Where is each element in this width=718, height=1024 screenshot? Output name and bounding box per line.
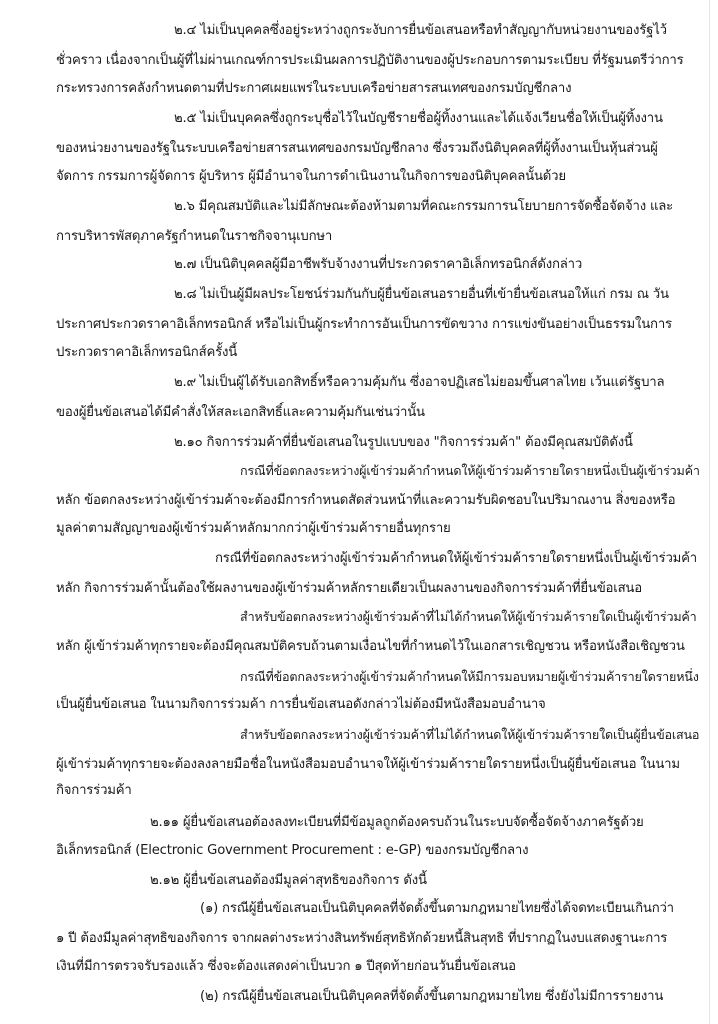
clause-2-9: ๒.๙ ไม่เป็นผู้ได้รับเอกสิทธิ์หรือความคุ้มกัน ซึ่งอาจปฏิเสธไม่ยอมขึ้นศาลไทย เว้นแต่รัฐบาล [174,375,665,390]
clause-2-4-cont: กระทรวงการคลังกำหนดตามที่ประกาศเผยแพร่ในระบบเครือข่ายสารสนเทศของกรมบัญชีกลาง [56,81,572,96]
clause-2-8-cont: ประกวดราคาอิเล็กทรอนิกส์ครั้งนี้ [56,345,238,360]
clause-2-12-item-1-cont: ๑ ปี ต้องมีมูลค่าสุทธิของกิจการ จากผลต่างระหว่างสินทรัพย์สุทธิหักด้วยหนี้สินสุทธิ ที่ปรากฏในงบแสดงฐานะการ [56,931,668,946]
clause-2-4: ๒.๔ ไม่เป็นบุคคลซึ่งอยู่ระหว่างถูกระงับการยื่นข้อเสนอหรือทำสัญญากับหน่วยงานของรัฐไว้ [174,23,667,38]
clause-2-5-cont: จัดการ กรรมการผู้จัดการ ผู้บริหาร ผู้มีอำนาจในการดำเนินงานในกิจการของนิติบุคคลนั้นด้วย [56,169,566,184]
clause-2-10-cont: กิจการร่วมค้า [56,783,132,798]
clause-2-10-case: สำหรับข้อตกลงระหว่างผู้เข้าร่วมค้าที่ไม่ได้กำหนดให้ผู้เข้าร่วมค้ารายใดเป็นผู้เข้าร่วมค้า [240,609,697,624]
clause-2-12: ๒.๑๒ ผู้ยื่นข้อเสนอต้องมีมูลค่าสุทธิของกิจการ ดังนี้ [150,873,427,888]
clause-2-5: ๒.๕ ไม่เป็นบุคคลซึ่งถูกระบุชื่อไว้ในบัญชีรายชื่อผู้ทิ้งงานและได้แจ้งเวียนชื่อให้เป็นผู้ทิ้งงาน [174,111,663,126]
clause-2-5-cont: ของหน่วยงานของรัฐในระบบเครือข่ายสารสนเทศของกรมบัญชีกลาง ซึ่งรวมถึงนิติบุคคลที่ผู้ทิ้งงานเป็นหุ้นส่วนผู้ [56,141,658,156]
clause-2-12-item-1-cont: เงินที่มีการตรวจรับรองแล้ว ซึ่งจะต้องแสดงค่าเป็นบวก ๑ ปีสุดท้ายก่อนวันยื่นข้อเสนอ [56,959,516,974]
clause-2-12-item-1: (๑) กรณีผู้ยื่นข้อเสนอเป็นนิติบุคคลที่จัดตั้งขึ้นตามกฎหมายไทยซึ่งได้จดทะเบียนเกินกว่า [200,901,674,916]
clause-2-6: ๒.๖ มีคุณสมบัติและไม่มีลักษณะต้องห้ามตามที่คณะกรรมการนโยบายการจัดซื้อจัดจ้าง และ [174,199,674,214]
clause-2-10-cont: หลัก ข้อตกลงระหว่างผู้เข้าร่วมค้าจะต้องมีการกำหนดสัดส่วนหน้าที่และความรับผิดชอบในปริมาณงาน สิ่งของหรือ [56,493,676,508]
clause-2-12-item-2: (๒) กรณีผู้ยื่นข้อเสนอเป็นนิติบุคคลที่จัดตั้งขึ้นตามกฎหมายไทย ซึ่งยังไม่มีการรายงาน [200,989,664,1004]
clause-2-10: ๒.๑๐ กิจการร่วมค้าที่ยื่นข้อเสนอในรูปแบบของ "กิจการร่วมค้า" ต้องมีคุณสมบัติดังนี้ [174,435,633,450]
clause-2-10-case: กรณีที่ข้อตกลงระหว่างผู้เข้าร่วมค้ากำหนดให้มีการมอบหมายผู้เข้าร่วมค้ารายใดรายหนึ่ง [240,669,699,684]
clause-2-9-cont: ของผู้ยื่นข้อเสนอได้มีคำสั่งให้สละเอกสิทธิ์และความคุ้มกันเช่นว่านั้น [56,405,425,420]
clause-2-8-cont: ประกาศประกวดราคาอิเล็กทรอนิกส์ หรือไม่เป็นผู้กระทำการอันเป็นการขัดขวาง การแข่งขันอย่างเป็นธรรมในการ [56,317,672,332]
clause-2-7: ๒.๗ เป็นนิติบุคคลผู้มีอาชีพรับจ้างงานที่ประกวดราคาอิเล็กทรอนิกส์ดังกล่าว [174,257,583,272]
clause-2-11-cont: อิเล็กทรอนิกส์ (Electronic Government Procurement : e-GP) ของกรมบัญชีกลาง [56,843,529,858]
clause-2-10-cont: หลัก กิจการร่วมค้านั้นต้องใช้ผลงานของผู้เข้าร่วมค้าหลักรายเดียวเป็นผลงานของกิจการร่วมค้าที่ยื่นข้อเสนอ [56,581,642,596]
clause-2-10-case: กรณีที่ข้อตกลงระหว่างผู้เข้าร่วมค้ากำหนดให้ผู้เข้าร่วมค้ารายใดรายหนึ่งเป็นผู้เข้าร่วมค้า [240,463,700,478]
clause-2-10-cont: หลัก ผู้เข้าร่วมค้าทุกรายจะต้องมีคุณสมบัติครบถ้วนตามเงื่อนไขที่กำหนดไว้ในเอกสารเชิญชวน หรือหนังสือเชิญชวน [56,639,685,654]
clause-2-8: ๒.๘ ไม่เป็นผู้มีผลประโยชน์ร่วมกันกับผู้ยื่นข้อเสนอรายอื่นที่เข้ายื่นข้อเสนอให้แก่ กรม ณ วัน [174,287,669,302]
scan-edge-line [709,0,710,1024]
clause-2-10-cont: เป็นผู้ยื่นข้อเสนอ ในนามกิจการร่วมค้า การยื่นข้อเสนอดังกล่าวไม่ต้องมีหนังสือมอบอำนาจ [56,697,546,712]
clause-2-10-cont: ผู้เข้าร่วมค้าทุกรายจะต้องลงลายมือชื่อในหนังสือมอบอำนาจให้ผู้เข้าร่วมค้ารายใดรายหนึ่งเป็นผู้ยื่นข้อเสนอ ในนาม [56,757,680,772]
clause-2-4-cont: ชั่วคราว เนื่องจากเป็นผู้ที่ไม่ผ่านเกณฑ์การประเมินผลการปฏิบัติงานของผู้ประกอบการตามระเบียบ ที่รัฐมนตรีว่าการ [56,53,684,68]
clause-2-6-cont: การบริหารพัสดุภาครัฐกำหนดในราชกิจจานุเบกษา [56,229,333,244]
clause-2-11: ๒.๑๑ ผู้ยื่นข้อเสนอต้องลงทะเบียนที่มีข้อมูลถูกต้องครบถ้วนในระบบจัดซื้อจัดจ้างภาครัฐด้วย [150,815,644,830]
clause-2-10-cont: มูลค่าตามสัญญาของผู้เข้าร่วมค้าหลักมากกว่าผู้เข้าร่วมค้ารายอื่นทุกราย [56,521,451,536]
clause-2-10-case: สำหรับข้อตกลงระหว่างผู้เข้าร่วมค้าที่ไม่ได้กำหนดให้ผู้เข้าร่วมค้ารายใดเป็นผู้ยื่นข้อเสนอ [240,727,700,742]
clause-2-10-case: กรณีที่ข้อตกลงระหว่างผู้เข้าร่วมค้ากำหนดให้ผู้เข้าร่วมค้ารายใดรายหนึ่งเป็นผู้เข้าร่วมค้า [215,551,697,566]
